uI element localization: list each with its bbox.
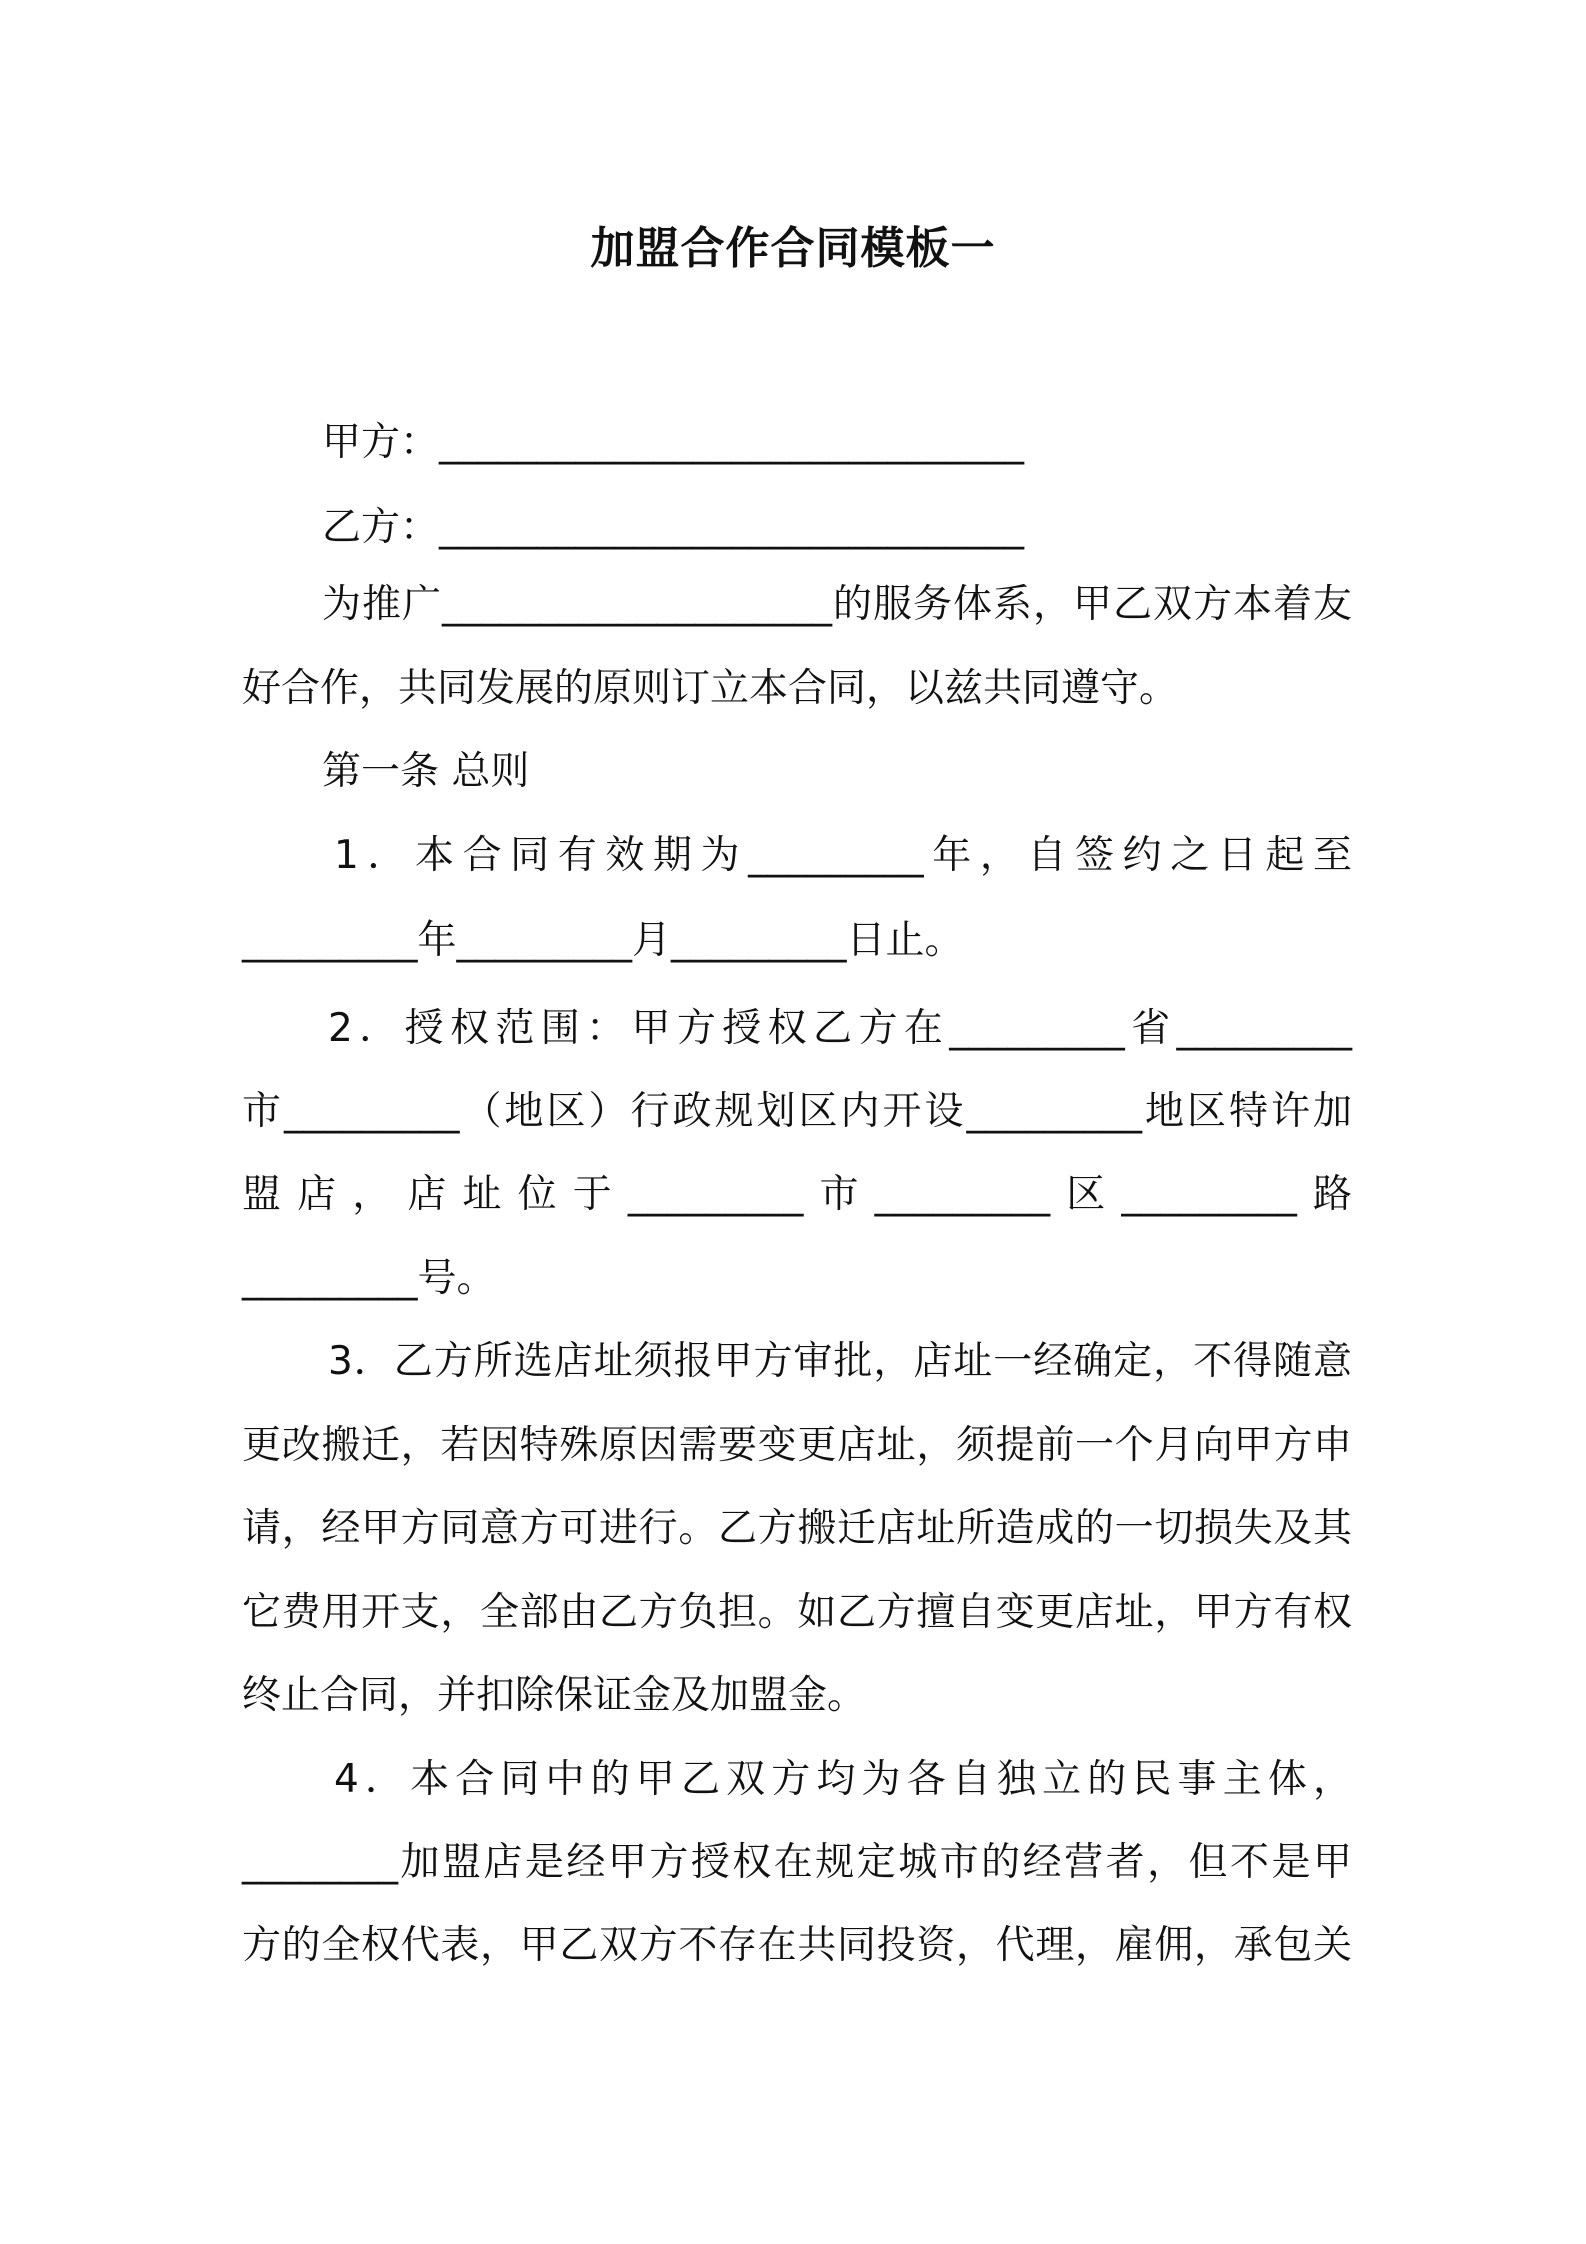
party-b-line: 乙方：______________________________ [322,505,1025,550]
item-1-line-2: _________年_________月_________日止。 [242,918,964,963]
item-3-line-1: 3．乙方所选店址须报甲方审批，店址一经确定，不得随意 [328,1339,1352,1384]
document-title: 加盟合作合同模板一 [590,223,996,274]
item-3-line-4: 它费用开支，全部由乙方负担。如乙方擅自变更店址，甲方有权 [242,1590,1352,1635]
item-4-line-2: ________加盟店是经甲方授权在规定城市的经营者，但不是甲 [242,1840,1352,1885]
item-2-line-2: 市_________（地区）行政规划区内开设_________地区特许加 [242,1089,1352,1134]
intro-line-2: 好合作，共同发展的原则订立本合同，以兹共同遵守。 [242,666,1179,711]
item-4-line-3: 方的全权代表，甲乙双方不存在共同投资，代理，雇佣，承包关 [242,1923,1352,1968]
item-3-line-5: 终止合同，并扣除保证金及加盟金。 [242,1673,867,1718]
item-2-line-3: 盟店，店址位于_________市_________区_________路 [242,1172,1352,1217]
article-1-heading: 第一条 总则 [322,749,530,794]
item-4-line-1: 4．本合同中的甲乙双方均为各自独立的民事主体， [334,1757,1352,1802]
party-a-line: 甲方：______________________________ [322,420,1025,465]
item-1-line-1: 1．本合同有效期为_________年，自签约之日起至 [334,833,1352,878]
item-2-line-1: 2．授权范围：甲方授权乙方在_________省_________ [328,1006,1352,1051]
item-3-line-3: 请，经甲方同意方可进行。乙方搬迁店址所造成的一切损失及其 [242,1506,1352,1551]
item-3-line-2: 更改搬迁，若因特殊原因需要变更店址，须提前一个月向甲方申 [242,1423,1352,1468]
item-2-line-4: _________号。 [242,1256,496,1301]
intro-line-1: 为推广____________________的服务体系，甲乙双方本着友 [322,582,1352,627]
